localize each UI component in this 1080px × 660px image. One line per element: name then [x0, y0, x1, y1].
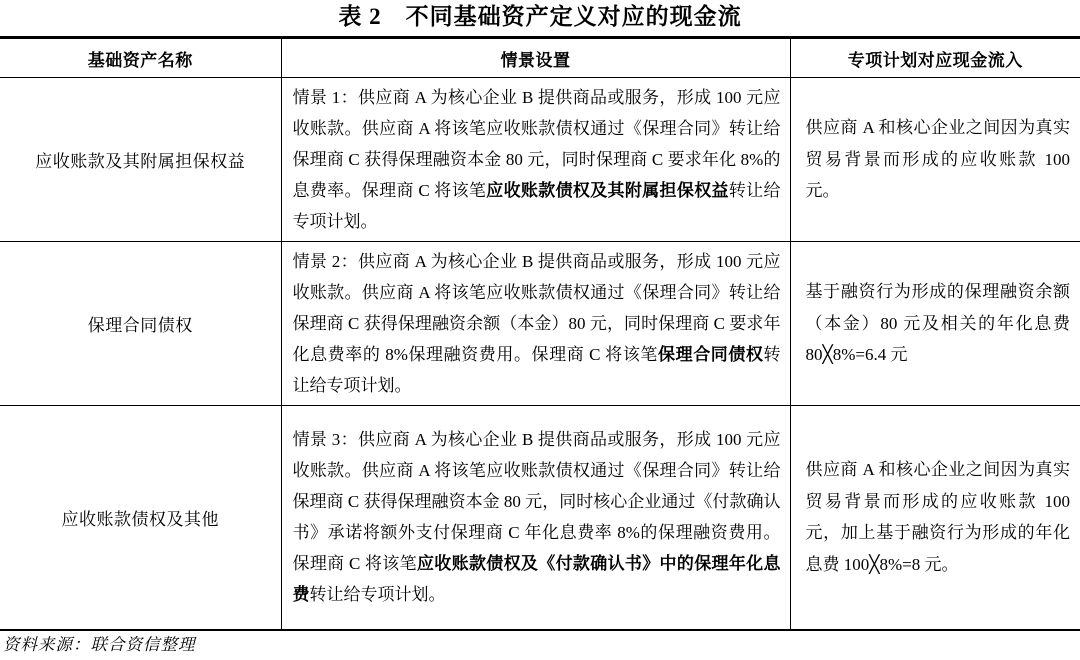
source-note: 资料来源：联合资信整理: [3, 634, 196, 654]
scenario-bold-text: 应收账款债权及《付款确认书》中的保理年化息费: [292, 554, 781, 605]
cash-inflow-cell: 基于融资行为形成的保理融资余额（本金）80 元及相关的年化息费 80╳8%=6.4 元: [790, 242, 1080, 406]
table-row: [0, 406, 1080, 630]
scenario-cell: [281, 78, 790, 242]
column-header-cash-inflow: 专项计划对应现金流入: [790, 38, 1080, 78]
page-title: 表 2 不同基础资产定义对应的现金流: [338, 4, 742, 29]
cash-inflow-cell: 供应商 A 和核心企业之间因为真实贸易背景而形成的应收账款 100 元。: [790, 78, 1080, 242]
table-row: [0, 242, 1080, 406]
cash-inflow-cell: 供应商 A 和核心企业之间因为真实贸易背景而形成的应收账款 100 元，加上基于融资行为形成的年化息费 100╳8%=8 元。: [790, 406, 1080, 630]
scenario-bold-text: 应收账款债权及其附属担保权益: [486, 181, 729, 200]
asset-name-cell: 应收账款及其附属担保权益: [0, 78, 281, 242]
table-row: [0, 78, 1080, 242]
asset-name-cell: 保理合同债权: [0, 242, 281, 406]
column-header-scenario: 情景设置: [281, 38, 790, 78]
header-row: [0, 38, 1080, 78]
asset-cashflow-table: [0, 36, 1080, 631]
scenario-text: 转让给专项计划。: [292, 181, 781, 231]
scenario-text: 情景 2：供应商 A 为核心企业 B 提供商品或服务，形成 100 元应收账款。供应商 A 将该笔应收账款债权通过《保理合同》转让给保理商 C 获得保理融资余额（本金）80 元，同时保理商 C 要求年化息费率的 8%保理融资费用。保理商 C 将该笔: [292, 252, 781, 364]
scenario-cell: [281, 406, 790, 630]
scenario-text: 转让给专项计划。: [309, 585, 446, 605]
scenario-text: 转让给专项计划。: [292, 345, 781, 395]
asset-name-cell: 应收账款债权及其他: [0, 406, 281, 630]
scenario-text: 情景 3：供应商 A 为核心企业 B 提供商品或服务，形成 100 元应收账款。供应商 A 将该笔应收账款债权通过《保理合同》转让给保理商 C 获得保理融资本金 80 元，同时核心企业通过《付款确认书》承诺将额外支付保理商 C 年化息费率 8%的保理融资费用。保理商 C 将该笔: [292, 430, 781, 574]
column-header-asset-name: 基础资产名称: [0, 38, 281, 78]
scenario-cell: [281, 242, 790, 406]
scenario-bold-text: 保理合同债权: [658, 345, 764, 364]
scenario-text: 情景 1：供应商 A 为核心企业 B 提供商品或服务，形成 100 元应收账款。供应商 A 将该笔应收账款债权通过《保理合同》转让给保理商 C 获得保理融资本金 80 元，同时保理商 C 要求年化 8%的息费率。保理商 C 将该笔: [292, 88, 781, 200]
